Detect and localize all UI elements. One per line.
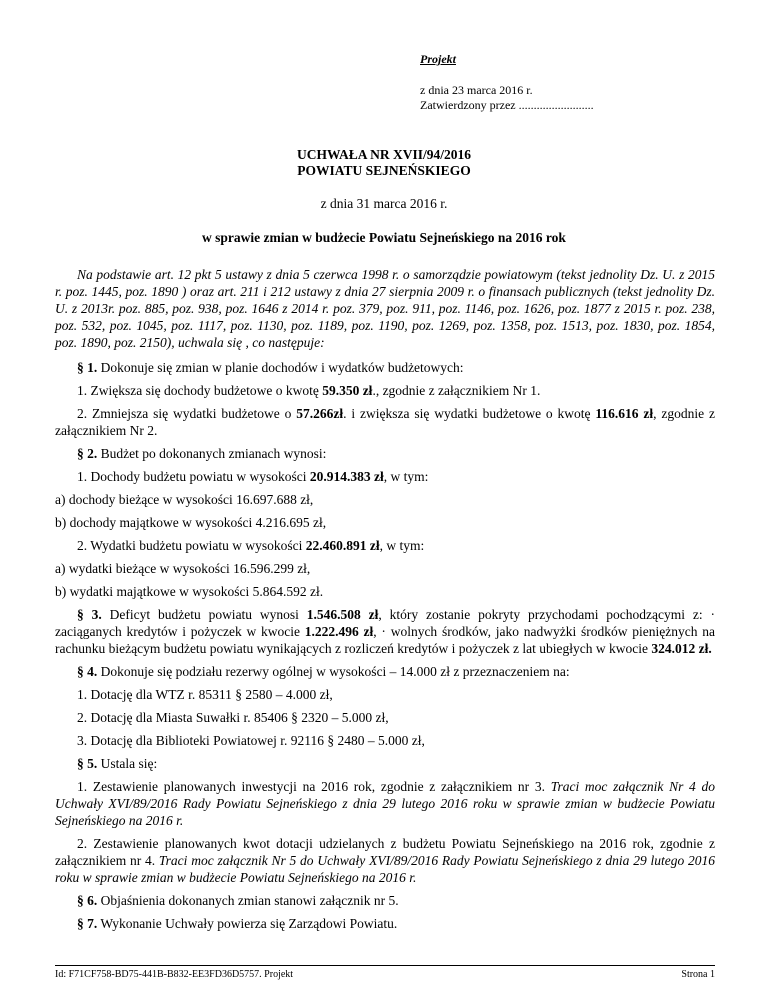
text: 1. Zwiększa się dochody budżetowe o kwotę [77,383,323,398]
amount: 1.546.508 zł [306,607,379,622]
section-2-number: § 2. [77,446,98,461]
resolution-date: z dnia 31 marca 2016 r. [320,196,448,211]
section-4 [55,663,715,680]
resolution-title [0,147,768,179]
section-1-text: Dokonuje się zmian w planie dochodów i wydatków budżetowych: [97,360,464,375]
section-2-income-capital: b) dochody majątkowe w wysokości 4.216.695 zł, [55,515,327,530]
text: 2. Zestawienie planowanych kwot dotacji udzielanych z budżetu Powiatu Sejneńskiego na 2016 rok, zgodnie z załącznikiem nr 4. [55,836,715,868]
approved-by-line: Zatwierdzony przez ......................... [420,98,594,112]
text: , · wolnych środków, jako nadwyżki środków pieniężnych na rachunku bieżącym budżetu powiatu wynikających z rozliczeń kredytów i pożyczek z lat ubiegłych w kwocie [55,624,715,656]
amount: 59.350 zł [322,383,373,398]
section-4-text: Dokonuje się podziału rezerwy ogólnej w wysokości – 14.000 zł z przeznaczeniem na: [97,664,570,679]
amount: 22.460.891 zł [305,538,380,553]
section-4-item-3: 3. Dotację dla Biblioteki Powiatowej r. 92116 § 2480 – 5.000 zł, [77,733,425,748]
resolution-body [55,266,715,938]
amount: 324.012 zł. [651,641,712,656]
section-2-expenses-current: a) wydatki bieżące w wysokości 16.596.299 zł, [55,561,311,576]
resolution-number: UCHWAŁA NR XVII/94/2016 [296,147,472,162]
resolution-issuer: POWIATU SEJNEŃSKIEGO [297,163,471,178]
section-5-point-2 [55,835,715,886]
text: Deficyt budżetu powiatu wynosi [101,607,307,622]
project-date: z dnia 23 marca 2016 r. [420,83,533,97]
section-1-number: § 1. [77,360,98,375]
section-5-text: Ustala się: [97,756,158,771]
repeal-note: Traci moc załącznik Nr 5 do Uchwały XVI/89/2016 Rady Powiatu Sejneńskiego z dnia 29 lutego 2016 roku w sprawie zmian w budżecie Powiatu Sejneńskiego na 2016 r. [55,853,715,885]
amount: 1.222.496 zł [304,624,374,639]
section-5-point-1 [55,778,715,829]
document-id: Id: F71CF758-BD75-441B-B832-EE3FD36D5757. Projekt [55,969,294,980]
text: , zgodnie z załącznikiem Nr 2. [55,406,715,438]
section-4-item-2: 2. Dotację dla Miasta Suwałki r. 85406 § 2320 – 5.000 zł, [77,710,389,725]
text: 2. Wydatki budżetu powiatu w wysokości [77,538,306,553]
section-7 [55,915,715,932]
section-6-text: Objaśnienia dokonanych zmian stanowi załącznik nr 5. [97,893,399,908]
section-1-point-1 [55,382,715,399]
text: ., zgodnie z załącznikiem Nr 1. [372,383,541,398]
section-4-number: § 4. [77,664,98,679]
section-7-text: Wykonanie Uchwały powierza się Zarządowi Powiatu. [97,916,398,931]
section-4-item-1: 1. Dotację dla WTZ r. 85311 § 2580 – 4.000 zł, [77,687,333,702]
section-2-text: Budżet po dokonanych zmianach wynosi: [97,446,327,461]
page-footer [55,965,715,980]
project-label: Projekt [420,52,456,66]
legal-basis-citation: Na podstawie art. 12 pkt 5 ustawy z dnia 5 czerwca 1998 r. o samorządzie powiatowym (tekst jednolity Dz. U. z 2015 r. poz. 1445, poz. 1890 ) oraz art. 211 i 212 ustawy z dnia 27 sierpnia 2009 r. o finansach publicznych (tekst jednolity Dz. U. z 2013r. poz. 885, poz. 938, poz. 1646 z 2014 r. poz. 379, poz. 911, poz. 1146, poz. 1626, poz. 1877 z 2015 r. poz. 238, poz. 532, poz. 1045, poz. 1117, poz. 1130, poz. 1189, poz. 1190, poz. 1269, poz. 1358, poz. 1513, poz. 1830, poz. 1854, poz. 1890, poz. 2150), [55,267,715,350]
amount: 57.266zł [296,406,344,421]
resolution-subject: w sprawie zmian w budżecie Powiatu Sejneńskiego na 2016 rok [202,230,566,245]
section-6-number: § 6. [77,893,98,908]
repeal-note: Traci moc załącznik Nr 4 do Uchwały XVI/89/2016 Rady Powiatu Sejneńskiego z dnia 29 lutego 2016 roku w sprawie zmian w budżecie Powiatu Sejneńskiego na 2016 r. [55,779,715,828]
text: 1. Dochody budżetu powiatu w wysokości [77,469,310,484]
section-5 [55,755,715,772]
text: 1. Zestawienie planowanych inwestycji na 2016 rok, zgodnie z załącznikiem nr 3. [77,779,551,794]
section-1 [55,359,715,376]
text: , który zostanie pokryty przychodami pochodzącymi z: · zaciąganych kredytów i pożyczek w kwocie [55,607,715,639]
section-6 [55,892,715,909]
section-2-expenses-capital: b) wydatki majątkowe w wysokości 5.864.592 zł. [55,584,324,599]
section-2-income [55,468,715,485]
page-number: Strona 1 [681,969,715,980]
legal-basis [55,266,715,351]
section-1-point-2 [55,405,715,439]
text: , w tym: [383,469,429,484]
text: 2. Zmniejsza się wydatki budżetowe o [77,406,297,421]
section-7-number: § 7. [77,916,98,931]
section-2-expenses [55,537,715,554]
text: . i zwiększa się wydatki budżetowe o kwotę [343,406,596,421]
amount: 20.914.383 zł [309,469,384,484]
amount: 116.616 zł [595,406,654,421]
text: , w tym: [379,538,425,553]
section-2-income-current: a) dochody bieżące w wysokości 16.697.688 zł, [55,492,314,507]
section-5-number: § 5. [77,756,98,771]
section-3 [55,606,715,657]
section-3-number: § 3. [77,607,102,622]
legal-basis-clause: uchwala się , co następuje: [174,335,325,350]
section-2 [55,445,715,462]
project-stamp [420,52,594,113]
